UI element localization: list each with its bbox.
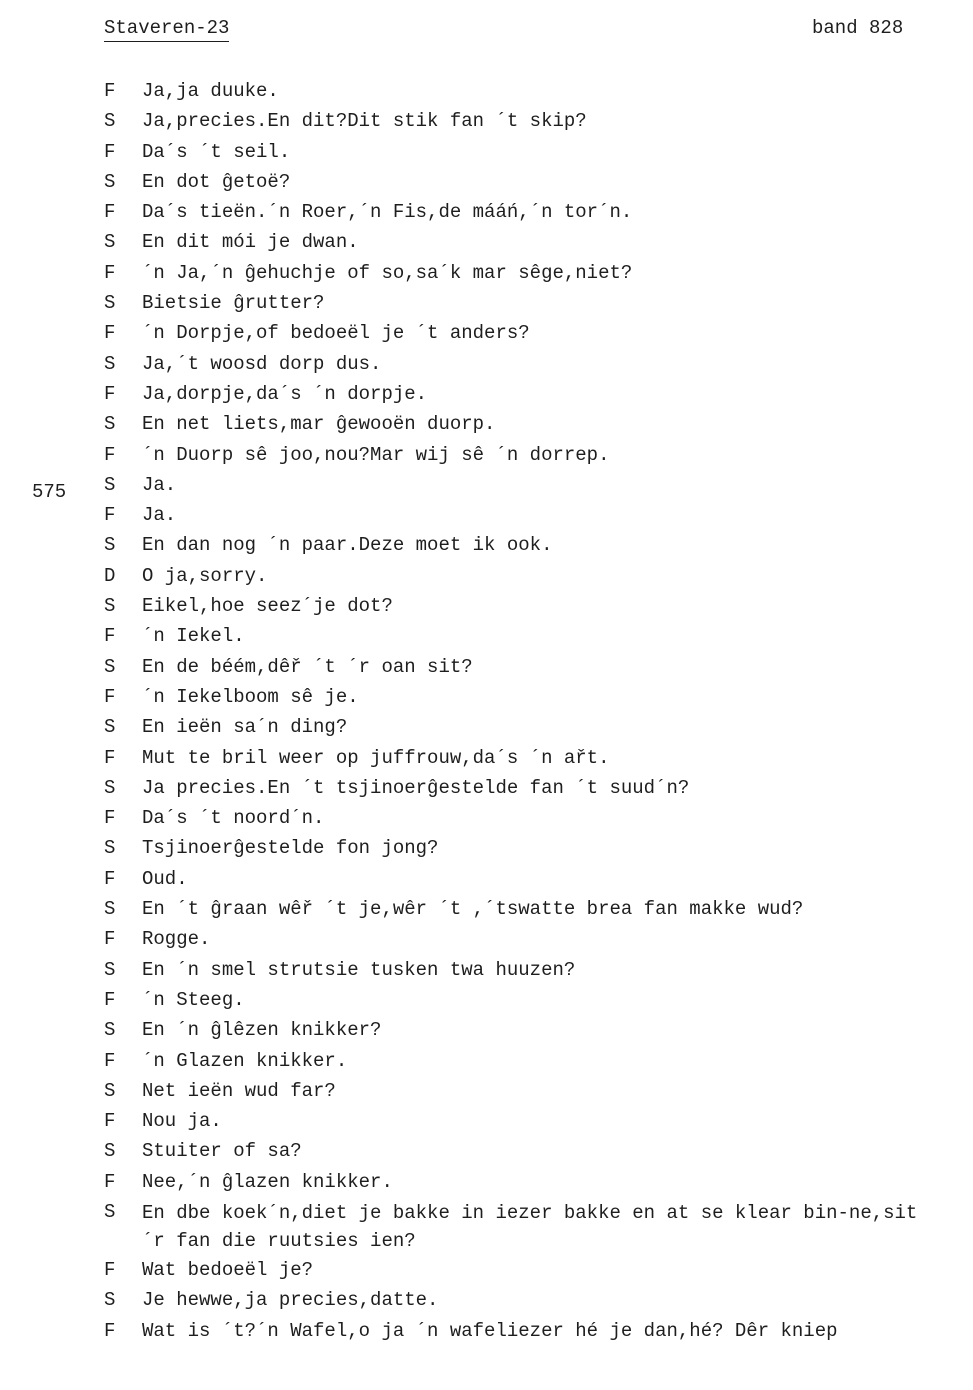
transcript-line — [104, 227, 924, 257]
speaker-code: S — [104, 413, 116, 436]
utterance-text: Da´s ´t seil. — [142, 140, 291, 163]
transcript-line — [104, 1285, 924, 1315]
speaker-code: F — [104, 382, 116, 405]
utterance-text: Stuiter of sa? — [142, 1140, 302, 1163]
transcript-line — [104, 1316, 924, 1346]
transcript — [104, 76, 924, 1346]
utterance-text: ´n Iekel. — [142, 625, 245, 648]
speaker-code: S — [104, 352, 116, 375]
speaker-code: S — [104, 292, 116, 315]
utterance-text: Ja. — [142, 504, 177, 527]
speaker-code: F — [104, 80, 116, 102]
speaker-code: F — [104, 504, 116, 527]
utterance-text: Ja,ja duuke. — [142, 80, 279, 102]
transcript-line — [104, 137, 924, 167]
utterance-text: Ja,´t woosd dorp dus. — [142, 352, 382, 375]
utterance-text: En ieën sa´n ding? — [142, 716, 348, 739]
transcript-line — [104, 197, 924, 227]
speaker-code: F — [104, 140, 116, 163]
tape-number: band 828 — [812, 17, 904, 39]
speaker-code: S — [104, 110, 116, 133]
utterance-text: Wat is ´t?´n Wafel,o ja ´n wafeliezer hé je dan,hé? Dêr kniep — [142, 1319, 838, 1342]
transcript-line — [104, 1136, 924, 1166]
speaker-code: S — [104, 595, 116, 618]
transcript-line — [104, 955, 924, 985]
speaker-code: S — [104, 837, 116, 860]
transcript-line — [104, 712, 924, 742]
speaker-code: F — [104, 625, 116, 648]
transcript-line — [104, 318, 924, 348]
transcript-line — [104, 288, 924, 318]
transcript-line — [104, 833, 924, 863]
speaker-code: S — [104, 231, 116, 254]
transcript-line — [104, 106, 924, 136]
transcript-line — [104, 1106, 924, 1136]
utterance-text: Ja,dorpje,da´s ´n dorpje. — [142, 382, 428, 405]
utterance-text: Ja,precies.En dit?Dit stik fan ´t skip? — [142, 110, 587, 133]
transcript-line — [104, 652, 924, 682]
transcript-line — [104, 258, 924, 288]
speaker-code: F — [104, 1319, 116, 1342]
transcript-line — [104, 1167, 924, 1197]
transcript-line — [104, 409, 924, 439]
transcript-line — [104, 167, 924, 197]
utterance-text: Da´s ´t noord´n. — [142, 807, 325, 830]
transcript-line — [104, 440, 924, 470]
transcript-line — [104, 1255, 924, 1285]
speaker-code: F — [104, 201, 116, 224]
speaker-code: F — [104, 1049, 116, 1072]
speaker-code: F — [104, 988, 116, 1011]
utterance-text: ´n Dorpje,of bedoeël je ´t anders? — [142, 322, 530, 345]
speaker-code: D — [104, 564, 116, 587]
margin-counter: 575 — [32, 481, 67, 503]
utterance-text: Ja precies.En ´t tsjinoerĝestelde fan ´t suud´n? — [142, 776, 690, 799]
utterance-text: Tsjinoerĝestelde fon jong? — [142, 837, 439, 860]
utterance-text: Bietsie ĝrutter? — [142, 292, 325, 315]
speaker-code: F — [104, 867, 116, 890]
speaker-code: F — [104, 443, 116, 466]
utterance-text: En dot ĝetoë? — [142, 170, 291, 193]
utterance-text: En de béém,dêř ´t ´r oan sit? — [142, 655, 473, 678]
transcript-line — [104, 985, 924, 1015]
utterance-text: En dit mói je dwan. — [142, 231, 359, 254]
utterance-text: Wat bedoeël je? — [142, 1258, 314, 1281]
speaker-code: F — [104, 1170, 116, 1193]
speaker-code: S — [104, 958, 116, 981]
transcript-line — [104, 470, 924, 500]
utterance-text: Oud. — [142, 867, 188, 890]
utterance-text: O ja,sorry. — [142, 564, 268, 587]
speaker-code: S — [104, 776, 116, 799]
speaker-code: F — [104, 322, 116, 345]
utterance-text: En dan nog ´n paar.Deze moet ik ook. — [142, 534, 553, 557]
transcript-line — [104, 924, 924, 954]
utterance-text: ´n Iekelboom sê je. — [142, 685, 359, 708]
transcript-line — [104, 500, 924, 530]
speaker-code: F — [104, 1258, 116, 1281]
utterance-text: ´n Duorp sê joo,nou?Mar wij sê ´n dorrep. — [142, 443, 610, 466]
utterance-text: Nou ja. — [142, 1110, 222, 1133]
utterance-text: Da´s tieën.´n Roer,´n Fis,de mááń,´n tor´n. — [142, 201, 633, 224]
transcript-line — [104, 1015, 924, 1045]
transcript-line — [104, 1046, 924, 1076]
speaker-code: S — [104, 1019, 116, 1042]
speaker-code: S — [104, 170, 116, 193]
speaker-code: F — [104, 746, 116, 769]
transcript-line — [104, 561, 924, 591]
utterance-text: ´n Steeg. — [142, 988, 245, 1011]
transcript-line — [104, 76, 924, 106]
transcript-line — [104, 591, 924, 621]
utterance-text: En ´n ĝlêzen knikker? — [142, 1019, 382, 1042]
speaker-code: S — [104, 473, 116, 496]
utterance-text: Net ieën wud far? — [142, 1079, 336, 1102]
transcript-line — [104, 379, 924, 409]
document-title: Staveren-23 — [104, 16, 229, 42]
speaker-code: S — [104, 898, 116, 921]
utterance-text: En dbe koek´n,diet je bakke in iezer bakke en at se klear bin-ne,sit ´r fan die ruutsies ien? — [142, 1201, 918, 1252]
transcript-line — [104, 864, 924, 894]
speaker-code: F — [104, 807, 116, 830]
utterance-text: ´n Ja,´n ĝehuchje of so,sa´k mar sêge,niet? — [142, 261, 633, 284]
transcript-line — [104, 349, 924, 379]
utterance-text: Eikel,hoe seez´je dot? — [142, 595, 393, 618]
utterance-text: Rogge. — [142, 928, 211, 951]
utterance-text: ´n Glazen knikker. — [142, 1049, 348, 1072]
transcript-line — [104, 803, 924, 833]
speaker-code: S — [104, 1140, 116, 1163]
utterance-text: Je hewwe,ja precies,datte. — [142, 1289, 439, 1312]
utterance-text: En ´n smel strutsie tusken twa huuzen? — [142, 958, 576, 981]
transcript-line — [104, 1197, 924, 1255]
utterance-text: Nee,´n ĝlazen knikker. — [142, 1170, 393, 1193]
transcript-line — [104, 1076, 924, 1106]
speaker-code: S — [104, 534, 116, 557]
speaker-code: S — [104, 655, 116, 678]
speaker-code: F — [104, 261, 116, 284]
speaker-code: S — [104, 1079, 116, 1102]
speaker-code: S — [104, 716, 116, 739]
transcript-line — [104, 773, 924, 803]
speaker-code: F — [104, 685, 116, 708]
speaker-code: F — [104, 928, 116, 951]
transcript-line — [104, 621, 924, 651]
transcript-line — [104, 530, 924, 560]
utterance-text: Mut te bril weer op juffrouw,da´s ´n ařt. — [142, 746, 610, 769]
speaker-code: F — [104, 1110, 116, 1133]
utterance-text: En net liets,mar ĝewooën duorp. — [142, 413, 496, 436]
transcript-line — [104, 682, 924, 712]
speaker-code: S — [104, 1289, 116, 1312]
transcript-line — [104, 743, 924, 773]
transcript-line — [104, 894, 924, 924]
utterance-text: Ja. — [142, 473, 177, 496]
speaker-code: S — [104, 1200, 116, 1223]
utterance-text: En ´t ĝraan wêř ´t je,wêr ´t ,´tswatte brea fan makke wud? — [142, 898, 804, 921]
